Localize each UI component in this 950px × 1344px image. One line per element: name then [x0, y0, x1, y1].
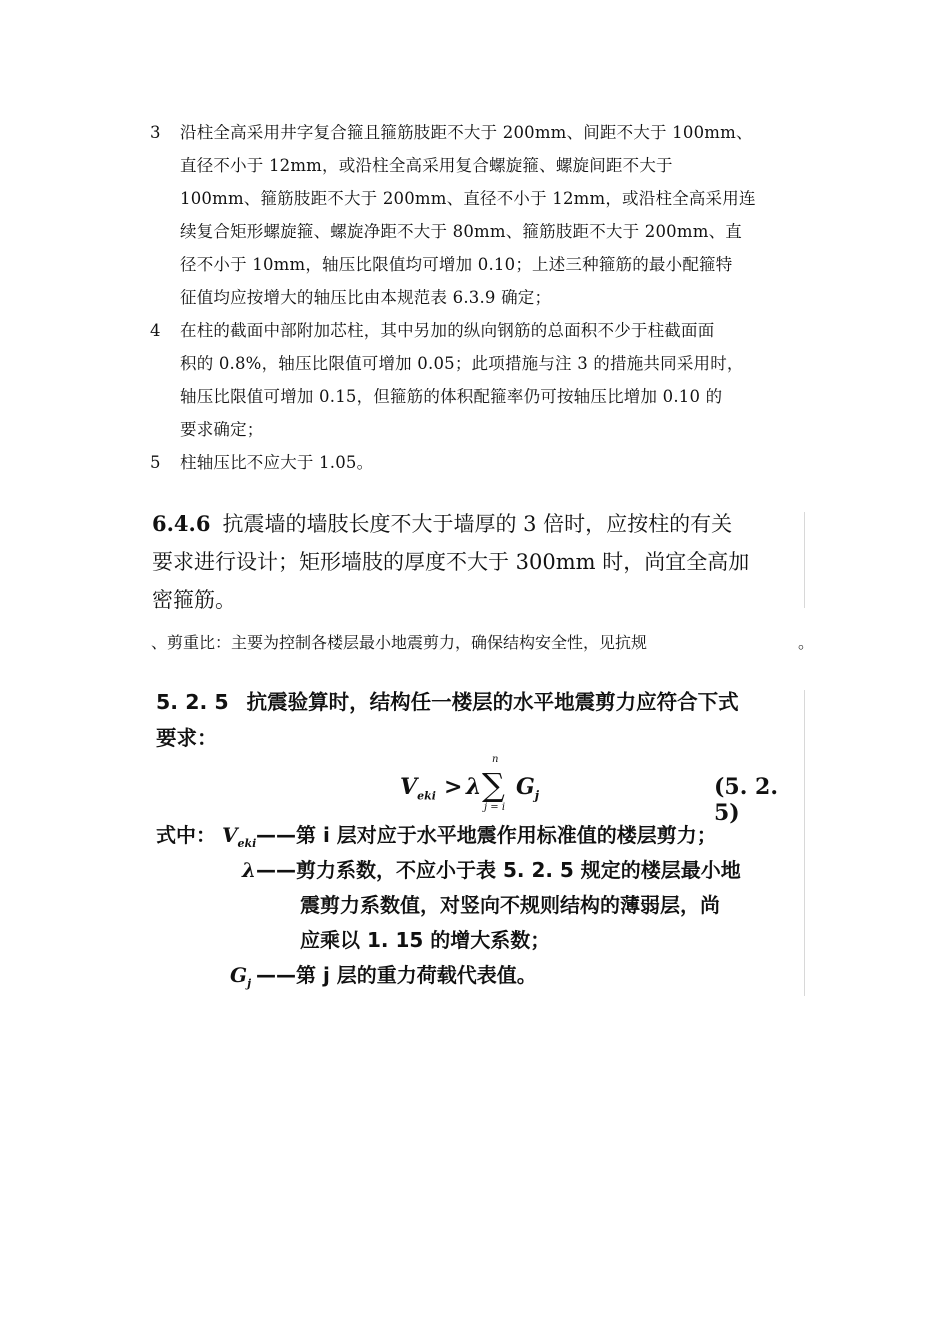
note-3: [150, 116, 800, 314]
note-line: 柱轴压比不应大于 1.05。: [180, 453, 374, 472]
clause-6-4-6: [152, 505, 792, 619]
clause-text: 抗震验算时，结构任一楼层的水平地震剪力应符合下式: [246, 690, 739, 714]
note-text: [180, 314, 800, 446]
formula-lambda: λ: [466, 774, 482, 800]
note-text: [180, 446, 800, 479]
definition-symbol: λ: [242, 858, 257, 882]
clause-number: 6.4.6: [152, 511, 211, 536]
clause-line: 要求：: [156, 726, 218, 750]
formula-sum-symbol: ∑: [482, 766, 505, 804]
remark-period: 。: [798, 633, 815, 652]
formula-5-2-5: [400, 754, 800, 826]
formula-greater-than: >: [444, 774, 463, 800]
note-line: 轴压比限值可增加 0.15，但箍筋的体积配箍率仍可按轴压比增加 0.10 的: [180, 387, 723, 406]
formula-definitions: [156, 818, 806, 993]
definition-g: [156, 958, 806, 993]
formula-sum-lower: j = i: [484, 802, 506, 813]
note-line: 在柱的截面中部附加芯柱，其中另加的纵向钢筋的总面积不少于柱截面面: [180, 321, 715, 340]
definition-text: 应乘以 1. 15 的增大系数；: [300, 928, 551, 952]
note-text: [180, 116, 800, 314]
definition-symbol: $V_{eki}$: [222, 823, 257, 850]
note-5: [150, 446, 800, 479]
note-line: 续复合矩形螺旋箍、螺旋净距不大于 80mm、箍筋肢距不大于 200mm、直: [180, 222, 742, 241]
equation-number: (5. 2. 5): [714, 774, 779, 826]
note-line: 征值均应按增大的轴压比由本规范表 6.3.9 确定；: [180, 288, 552, 307]
definition-text: ——第 i 层对应于水平地震作用标准值的楼层剪力；: [256, 823, 717, 847]
definition-text: ——剪力系数，不应小于表 5. 2. 5 规定的楼层最小地: [256, 858, 741, 882]
definition-v: [156, 818, 806, 853]
note-number: 4: [150, 321, 161, 340]
formula-g: $G_j$: [516, 774, 540, 803]
clause-line: [152, 505, 792, 543]
note-number: 5: [150, 453, 161, 472]
definition-text: 震剪力系数值，对竖向不规则结构的薄弱层，尚: [300, 893, 720, 917]
notes-list: [150, 116, 800, 479]
formula-v: $V_{eki}$: [400, 774, 436, 803]
scan-edge-line: [804, 512, 805, 608]
clause-line: 密箍筋。: [152, 588, 236, 612]
note-line: 直径不小于 12mm，或沿柱全高采用复合螺旋箍、螺旋间距不大于: [180, 156, 673, 175]
definition-symbol: $G_j$: [230, 963, 252, 990]
definition-lambda-cont: [156, 923, 806, 958]
formula-sum-upper: n: [492, 754, 499, 765]
note-line: 要求确定；: [180, 420, 264, 439]
note-number: 3: [150, 123, 161, 142]
definition-lambda: [156, 853, 806, 888]
definition-lead: 式中：: [156, 823, 216, 847]
clause-text: 抗震墙的墙肢长度不大于墙厚的 3 倍时，应按柱的有关: [222, 512, 733, 536]
note-4: [150, 314, 800, 446]
clause-line: 要求进行设计；矩形墙肢的厚度不大于 300mm 时，尚宜全高加: [152, 550, 750, 574]
definition-lambda-cont: [156, 888, 806, 923]
clause-line: [156, 684, 806, 720]
remark-line: 、剪重比：主要为控制各楼层最小地震剪力，确保结构安全性，见抗规: [151, 633, 648, 652]
clause-5-2-5: [156, 684, 806, 756]
note-line: 沿柱全高采用井字复合箍且箍筋肢距不大于 200mm、间距不大于 100mm、: [180, 123, 753, 142]
definition-text: ——第 j 层的重力荷载代表值。: [256, 963, 537, 987]
note-line: 积的 0.8%，轴压比限值可增加 0.05；此项措施与注 3 的措施共同采用时，: [180, 354, 744, 373]
clause-number: 5. 2. 5: [156, 690, 229, 714]
note-line: 100mm、箍筋肢距不大于 200mm、直径不小于 12mm，或沿柱全高采用连: [180, 189, 756, 208]
note-line: 径不小于 10mm，轴压比限值均可增加 0.10；上述三种箍筋的最小配箍特: [180, 255, 733, 274]
